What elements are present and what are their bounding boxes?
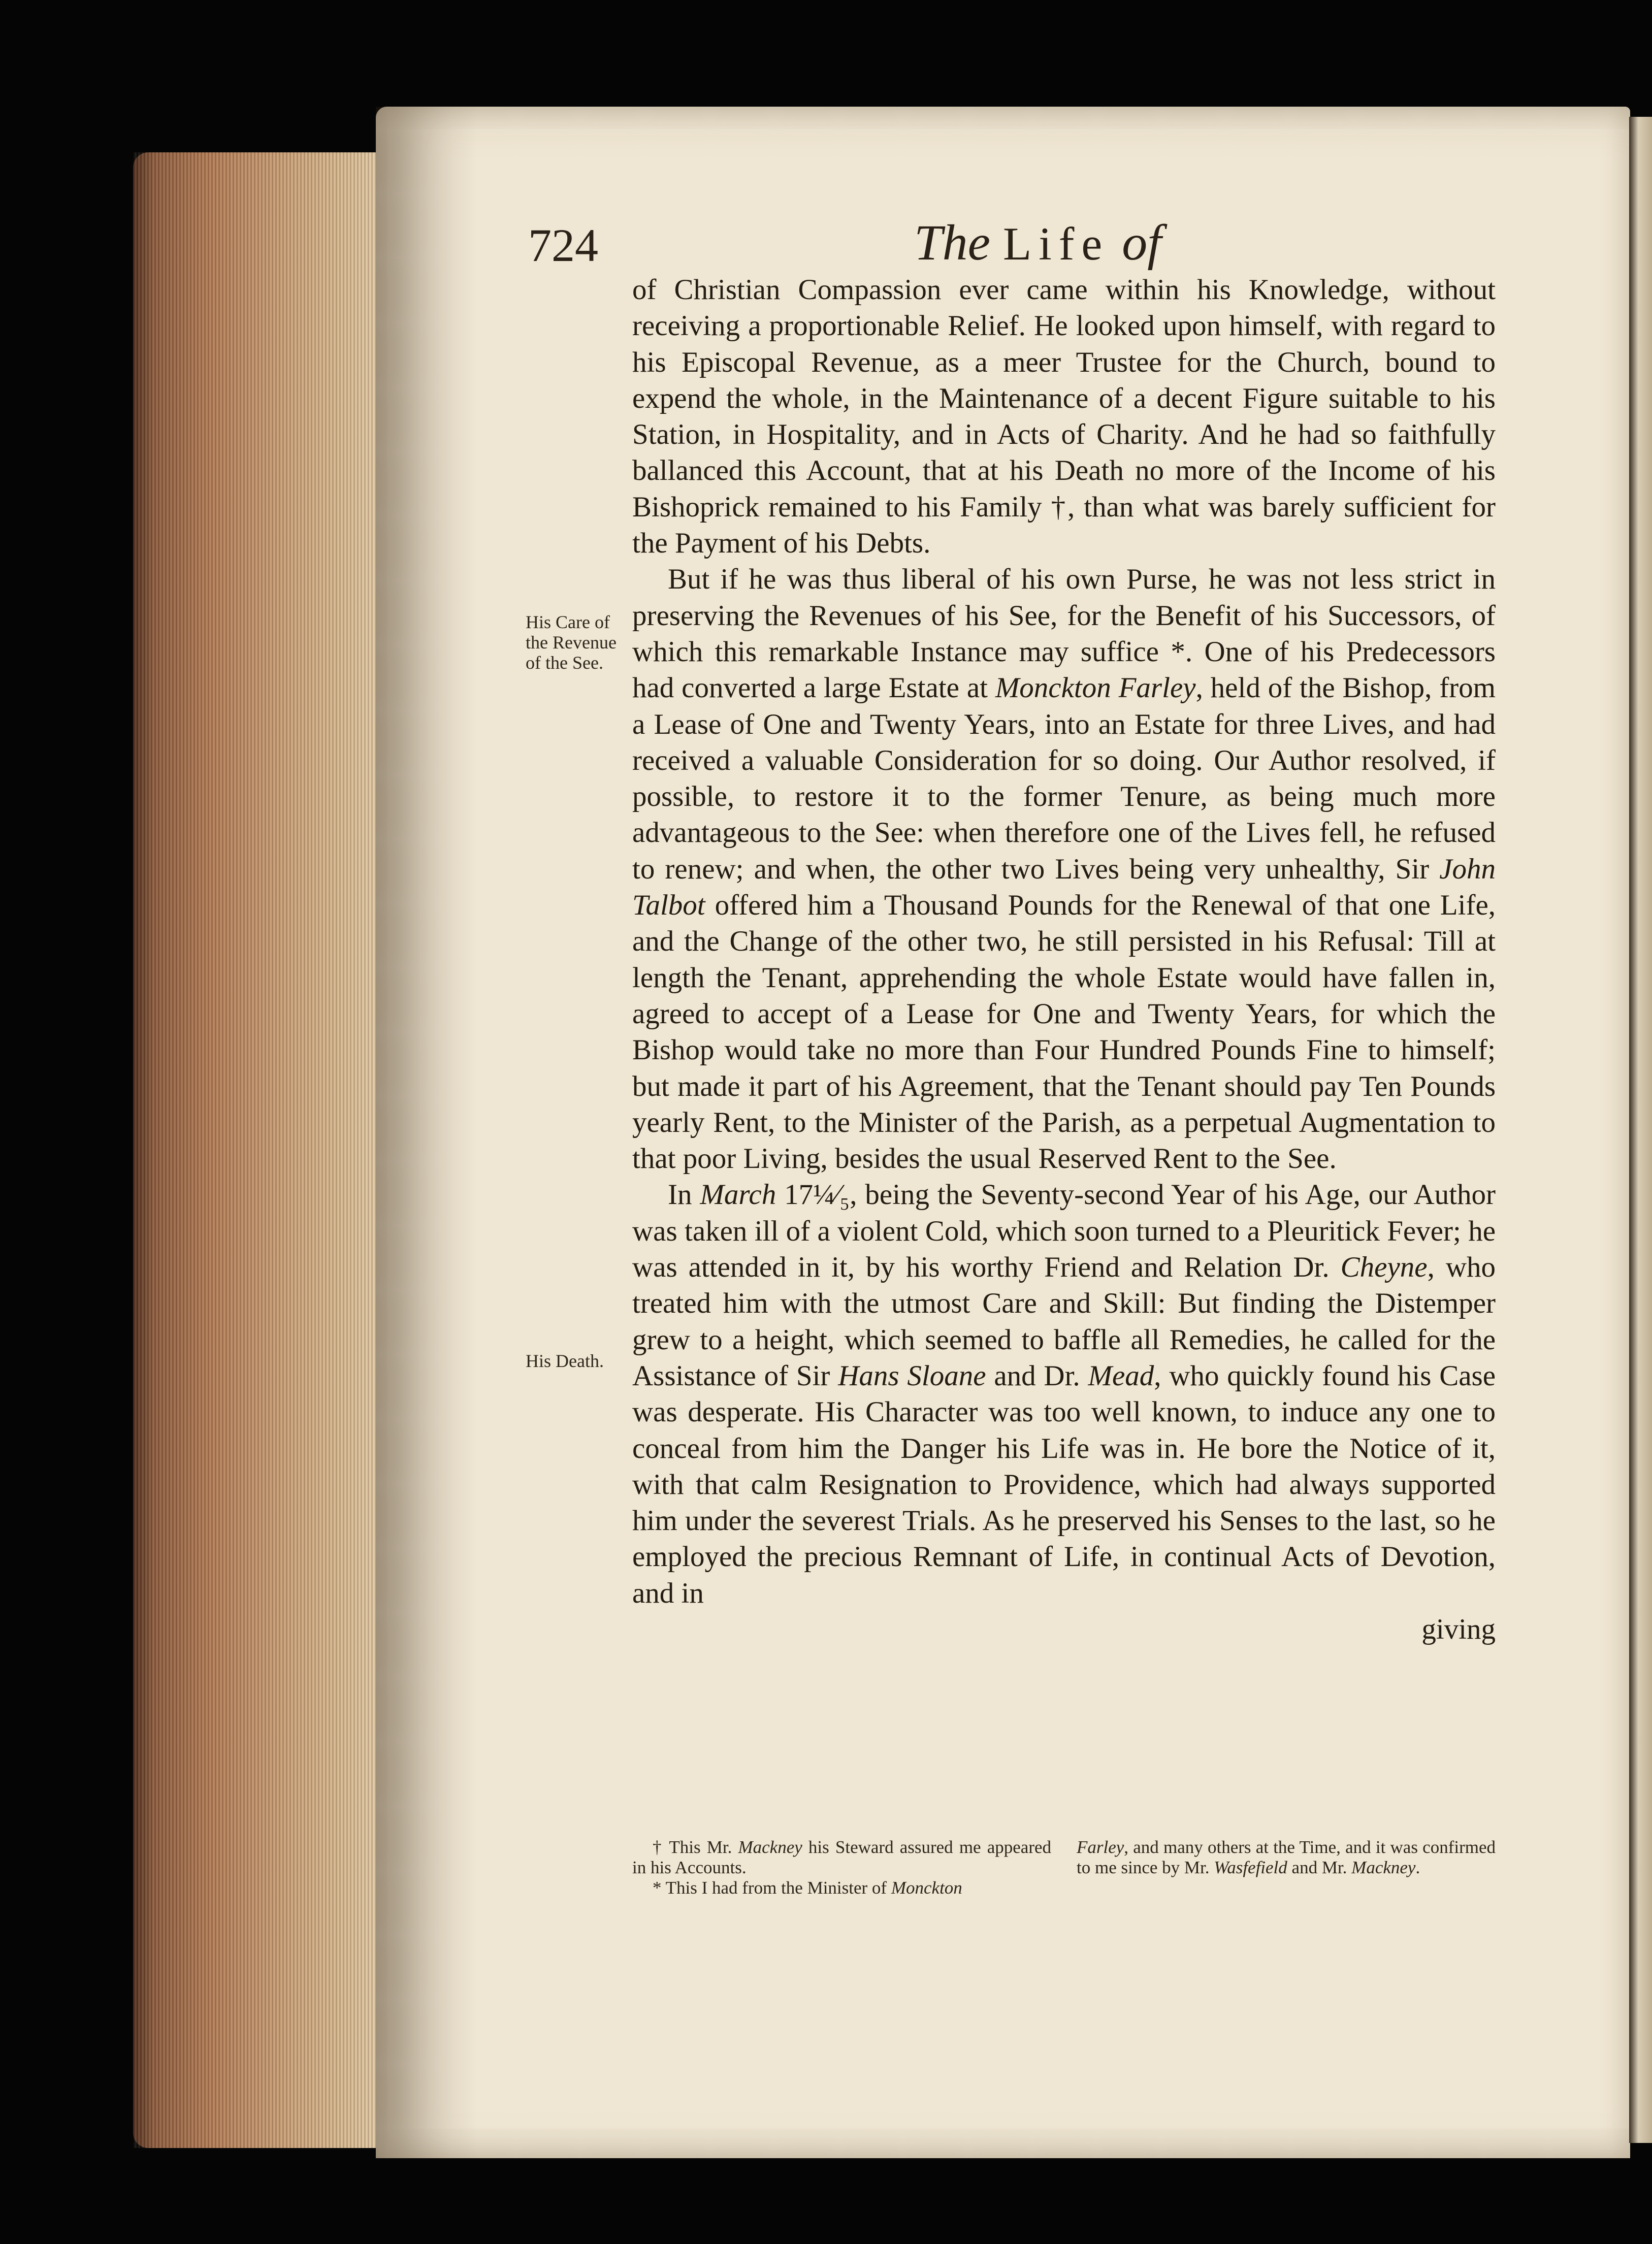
person-name: John Talbot	[632, 853, 1496, 922]
text-span: , who treated him with the utmost Care and Skill: But finding the Distemper grew to a height, which seemed to baffle all Remedies, he called for the Assistance of Sir	[632, 1251, 1496, 1392]
text-span: But if he was thus liberal of his own Purse, he was not less strict in preserving the Revenues of his See, for the Benefit of his Successors, of which this remarkable Instance may suffice *. One of his Predecessors had converted a large Estate at	[632, 563, 1496, 704]
text-span: , who quickly found his Case was desperate. His Character was too well known, to induce any one to conceal from him the Danger his Life was in. He bore the Notice of it, with that calm Resignation to Providence, which had always supported him under the severest Trials. As he preserved his Senses to the last, so he employed the precious Remnant of Life, in continual Acts of Devotion, and in	[632, 1359, 1496, 1609]
place-name: Monckton	[891, 1878, 962, 1898]
title-the: The	[914, 214, 990, 271]
text-span: * This I had from the Minister of	[653, 1878, 891, 1898]
footnote-asterisk	[632, 1878, 1051, 1898]
text-span: † This Mr.	[653, 1837, 738, 1857]
footnote-asterisk-cont	[1077, 1837, 1496, 1878]
catchword: giving	[1421, 1613, 1496, 1645]
text-span: and Mr.	[1287, 1858, 1352, 1877]
person-name: Mackney	[1351, 1858, 1416, 1877]
margin-note-revenue: His Care of the Revenue of the See.	[526, 612, 617, 673]
person-name: Wasfefield	[1214, 1858, 1287, 1877]
text-span: , held of the Bishop, from a Lease of One and Twenty Years, into an Estate for three Lives, and had received a valuable Consideration for so doing. Our Author resolved, if possible, to restore it to the former Tenure, as being much more advantageous to the See: when therefore one of the Lives fell, he refused to renew; and when, the other two Lives being very unhealthy, Sir	[632, 672, 1496, 885]
body-text	[632, 272, 1496, 1647]
title-life: Life	[1003, 218, 1110, 270]
text-span: and Dr.	[986, 1359, 1088, 1392]
footnote-column-left	[632, 1837, 1051, 1898]
title-of: of	[1122, 214, 1162, 271]
footnote-dagger	[632, 1837, 1051, 1878]
person-name: Hans Sloane	[838, 1359, 986, 1392]
place-name: Farley	[1077, 1837, 1124, 1857]
book-page-edges	[133, 152, 397, 2148]
page-number: 724	[528, 219, 598, 271]
text-span: his Steward assured me appeared in his Accounts.	[632, 1837, 1052, 1877]
person-name: Mead	[1088, 1359, 1154, 1392]
text-span: In	[668, 1179, 700, 1211]
person-name: Cheyne	[1340, 1251, 1428, 1284]
paragraph-death	[632, 1177, 1496, 1611]
page-header	[528, 214, 1503, 279]
month-name: March	[700, 1179, 776, 1211]
margin-note-death: His Death.	[526, 1351, 604, 1371]
text-span: offered him a Thousand Pounds for the Renewal of that one Life, and the Change of the other two, he still persisted in his Refusal: Till at length the Tenant, apprehending the whole Estate would have fallen in, agreed to accept of a Lease for One and Twenty Years, for which the Bishop would take no more than Four Hundred Pounds Fine to himself; but made it part of his Agreement, that the Tenant should pay Ten Pounds yearly Rent, to the Minister of the Parish, as a perpetual Augmentation to that poor Living, besides the usual Reserved Rent to the See.	[632, 889, 1496, 1175]
text-span: .	[1415, 1858, 1420, 1877]
text-span: , and many others at the Time, and it was confirmed to me since by Mr.	[1077, 1837, 1496, 1877]
paragraph-charity: of Christian Compassion ever came within his Knowledge, without receiving a proportionable Relief. He looked upon himself, with regard to his Episcopal Revenue, as a meer Trustee for the Church, bound to expend the whole, in the Maintenance of a decent Figure suitable to his Station, in Hospitality, and in Acts of Charity. And he had so faithfully ballanced this Account, that at his Death no more of the Income of his Bishoprick remained to his Family †, than what was barely sufficient for the Payment of his Debts.	[632, 274, 1496, 560]
footnote-column-right	[1077, 1837, 1496, 1878]
text-span: 17¼⁄₅, being the Seventy-second Year of his Age, our Author was taken ill of a violent Cold, which soon turned to a Pleuritick Fever; he was attended in it, by his worthy Friend and Relation Dr.	[632, 1179, 1496, 1284]
person-name: Mackney	[738, 1837, 802, 1857]
running-title	[914, 213, 1161, 272]
paragraph-revenue	[632, 561, 1496, 1177]
place-name: Monckton Farley	[995, 672, 1196, 704]
facing-page-edge	[1629, 117, 1652, 2143]
